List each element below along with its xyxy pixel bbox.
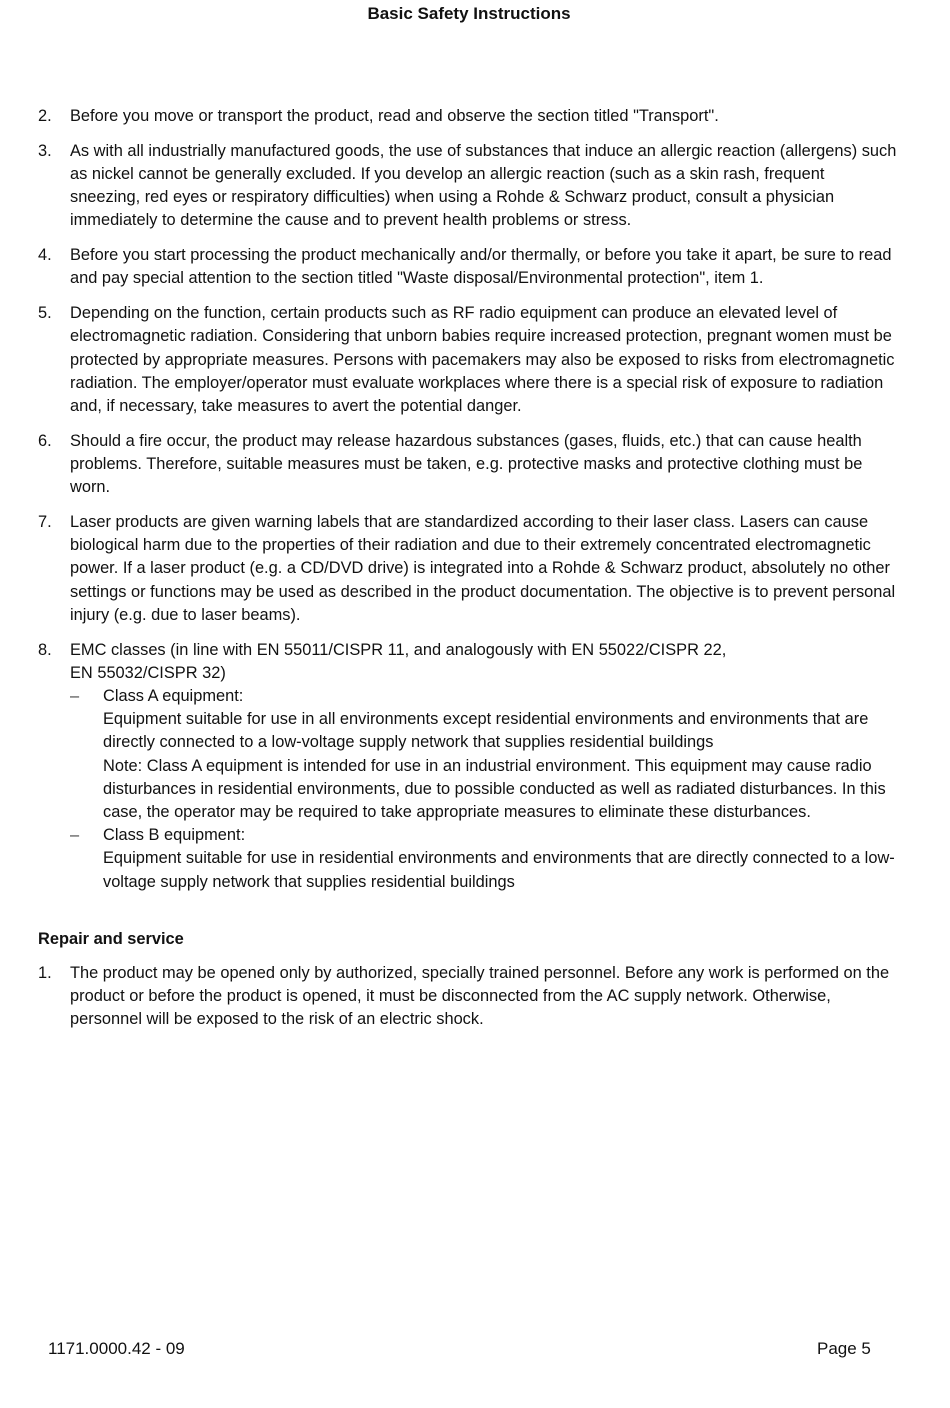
item-number: 3. xyxy=(38,141,52,160)
item-text: The product may be opened only by authorized, specially trained personnel. Before any work is performed on the product or before the product is opened, it must be disconnected from the AC supply network. Otherwise, personnel will be exposed to the risk of an electric shock. xyxy=(70,964,890,1029)
item-number: 6. xyxy=(38,431,52,450)
item-number: 8. xyxy=(38,640,52,659)
item-text: Should a fire occur, the product may release hazardous substances (gases, fluids, etc.) that can cause health problems. Therefore, suitable measures must be taken, e.g. protective masks and protective clothing must be worn. xyxy=(70,431,863,497)
item-number: 2. xyxy=(38,107,52,125)
list-item xyxy=(38,511,898,627)
item-text: Before you start processing the product mechanically and/or thermally, or before you take it apart, be sure to read and pay special attention to the section titled "Waste disposal/Environmental protection", item 1. xyxy=(70,246,892,288)
class-b-title: Class B equipment: xyxy=(103,826,246,845)
list-item xyxy=(38,962,898,1032)
item-number: 1. xyxy=(38,964,52,983)
list-item xyxy=(38,105,898,128)
sub-item-class-b xyxy=(70,824,898,894)
list-item xyxy=(38,244,898,290)
dash-bullet: – xyxy=(70,687,80,706)
footer-doc-number: 1171.0000.42 - 09 xyxy=(48,1339,185,1358)
sub-item-class-a xyxy=(70,685,898,824)
item-text: Before you move or transport the product, read and observe the section titled "Transport". xyxy=(70,107,719,125)
section-heading-repair: Repair and service xyxy=(38,929,184,948)
list-item-emc-classes xyxy=(38,639,898,894)
item-number: 7. xyxy=(38,513,52,532)
item-number: 5. xyxy=(38,304,52,323)
emc-line-1: EMC classes (in line with EN 55011/CISPR 11, and analogously with EN 55022/CISPR 22, xyxy=(70,640,727,659)
list-item xyxy=(38,302,898,418)
item-text: Laser products are given warning labels that are standardized according to their laser class. Lasers can cause biological harm due to the properties of their radiation and due to their extremely concentrated electromagnetic power. If a laser product (e.g. a CD/DVD drive) is integrated into a Rohde & Schwarz product, absolutely no other settings or functions may be used as described in the product documentation. The objective is to prevent personal injury (e.g. due to laser beams). xyxy=(70,513,896,624)
emc-line-2: EN 55032/CISPR 32) xyxy=(70,663,226,682)
item-number: 4. xyxy=(38,246,52,265)
item-body xyxy=(70,639,898,894)
footer-page-number: Page 5 xyxy=(817,1339,871,1358)
document-body xyxy=(38,105,898,1043)
class-b-description: Equipment suitable for use in residential environments and environments that are directly connected to a low-voltage supply network that supplies residential buildings xyxy=(103,849,895,891)
dash-bullet: – xyxy=(70,826,80,845)
sub-item-body xyxy=(103,824,898,894)
class-a-title: Class A equipment: xyxy=(103,687,244,706)
class-a-note: Note: Class A equipment is intended for use in an industrial environment. This equipment may cause radio disturbances in residential environments, due to possible conducted as well as radiated disturbances. In this case, the operator may be required to take appropriate measures to eliminate these disturbances. xyxy=(103,756,886,822)
list-item xyxy=(38,140,898,233)
list-item xyxy=(38,430,898,500)
item-text: As with all industrially manufactured goods, the use of substances that induce an allergic reaction (allergens) such as nickel cannot be generally excluded. If you develop an allergic reaction (such as a skin rash, frequent sneezing, red eyes or respiratory difficulties) when using a Rohde & Schwarz product, consult a physician immediately to determine the cause and to prevent health problems or stress. xyxy=(70,141,897,230)
sub-item-body xyxy=(103,685,898,824)
class-a-description: Equipment suitable for use in all environments except residential environments and environments that are directly connected to a low-voltage supply network that supplies residential buildings xyxy=(103,710,869,752)
page-header-title: Basic Safety Instructions xyxy=(367,4,571,23)
item-text: Depending on the function, certain products such as RF radio equipment can produce an elevated level of electromagnetic radiation. Considering that unborn babies require increased protection, pregnant women must be protected by appropriate measures. Persons with pacemakers may also be exposed to risks from electromagnetic radiation. The employer/operator must evaluate workplaces where there is a special risk of exposure to radiation and, if necessary, take measures to avert the potential danger. xyxy=(70,304,895,416)
